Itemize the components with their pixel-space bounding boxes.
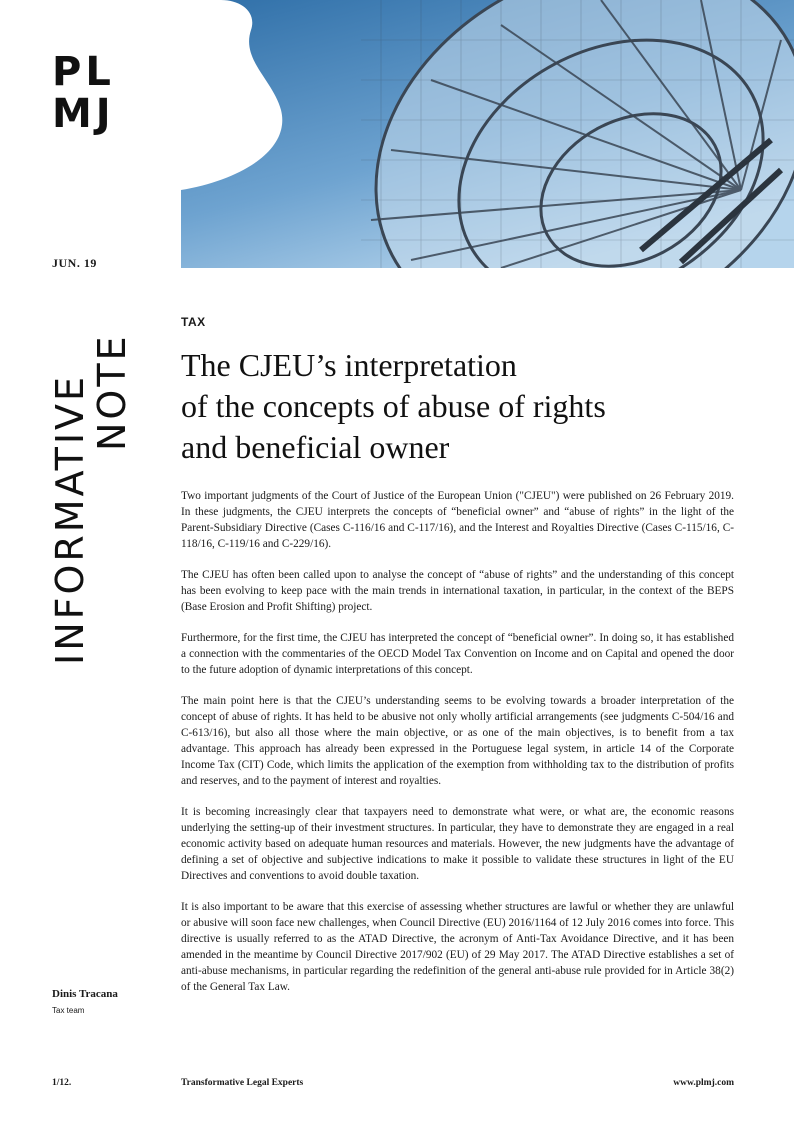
page-number: 1/12. (52, 1078, 72, 1088)
vertical-label-line-2: NOTE (90, 333, 134, 451)
body-paragraph: It is also important to be aware that this exercise of assessing whether structures are lawful or whether they are unlawful or abusive will soon face new challenges, when Council Directive (EU) 2016/1164 of 12 July 2016 comes into force. This directive is usually referred to as the ATAD Directive, the acronym of Anti-Tax Avoidance Directive, and it has been amended in the meantime by Council Directive 2017/902 (EU) of 29 May 2017. The ATAD Directive establishes a set of anti-abuse mechanisms, in particular regarding the redefinition of the general anti-abuse rule provided for in Article 38(2) of the General Tax Law. (181, 901, 734, 993)
publication-date: JUN. 19 (52, 256, 97, 270)
body-paragraph: It is becoming increasingly clear that taxpayers need to demonstrate what were, or what are, the economic reasons underlying the setting-up of their investment structures. In particular, they have to demonstrate they are engaged in a real economic activity based on adequate human resources and materials. However, the new judgments have the advantage of defining a set of objective and subjective indications to make it possible to validate these structures in light of the EU Directives and conventions to avoid double taxation. (181, 806, 734, 882)
header-photo-satellite-dish (181, 0, 794, 268)
footer-website-link[interactable]: www.plmj.com (673, 1078, 734, 1088)
page-title (181, 345, 741, 468)
plmj-logo (52, 49, 115, 137)
satellite-dish-illustration (181, 0, 794, 268)
body-paragraph: Furthermore, for the first time, the CJEU has interpreted the concept of “beneficial owner”. In doing so, it has established a connection with the commentaries of the OECD Model Tax Convention on Income and on Capital and opened the door to the future adoption of dynamic interpretations of this concept. (181, 632, 734, 676)
author-block (52, 988, 118, 1015)
title-line: and beneficial owner (181, 429, 450, 465)
author-team: Tax team (52, 1006, 85, 1015)
title-line: The CJEU’s interpretation (181, 347, 517, 383)
body-paragraph: The main point here is that the CJEU’s understanding seems to be evolving towards a broader interpretation of the concept of abuse of rights. It has held to be abusive not only wholly artificial arrangements (see judgments C-504/16 and C-613/16), but also all those where the main objective, or as one of the main objectives, is to benefit from a tax advantage. This approach has already been expressed in the Portuguese legal system, in article 14 of the Corporate Income Tax (CIT) Code, which limits the application of the exemption from withholding tax to the distribution of profits and reserves, and to the payment of interest and royalties. (181, 695, 734, 787)
logo-line-2: MJ (52, 91, 115, 137)
section-label: TAX (181, 315, 206, 329)
article-body (181, 488, 734, 1010)
author-name: Dinis Tracana (52, 988, 118, 1000)
body-paragraph: Two important judgments of the Court of Justice of the European Union ("CJEU") were published on 26 February 2019. In these judgments, the CJEU interprets the concepts of “beneficial owner” and “abuse of rights” in the light of the Parent-Subsidiary Directive (Cases C-116/16 and C-117/16), and the Interest and Royalties Directive (Cases C-115/16, C-118/16, C-119/16 and C-229/16). (181, 490, 734, 550)
vertical-label (48, 317, 138, 667)
logo-line-1: PL (52, 49, 115, 95)
body-paragraph: The CJEU has often been called upon to analyse the concept of “abuse of rights” and the understanding of this concept has been evolving to keep pace with the main trends in international taxation, in particular, in the context of the BEPS (Base Erosion and Profit Shifting) project. (181, 569, 734, 613)
footer-tagline: Transformative Legal Experts (181, 1078, 304, 1088)
vertical-label-line-1: INFORMATIVE (48, 373, 92, 665)
title-line: of the concepts of abuse of rights (181, 388, 606, 424)
